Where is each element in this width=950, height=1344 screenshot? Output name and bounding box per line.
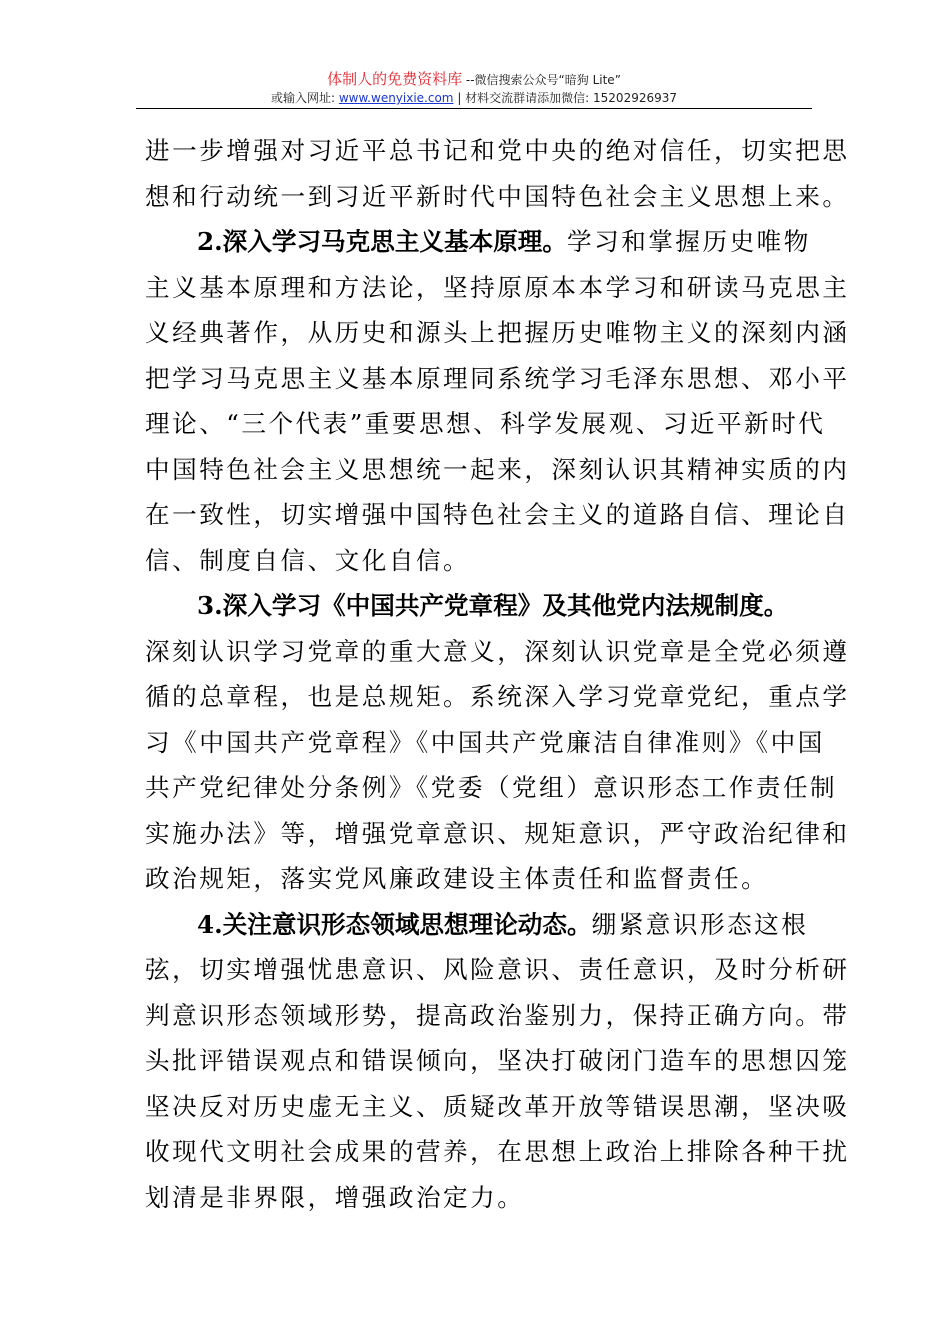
- text-line: 循的总章程，也是总规矩。系统深入学习党章党纪，重点学: [145, 682, 850, 711]
- text-line: 政治规矩，落实党风廉政建设主体责任和监督责任。: [145, 864, 769, 893]
- header-slogan: --微信搜索公众号“暗狗 Lite”: [462, 73, 621, 87]
- paragraph-section-2: [145, 219, 850, 583]
- text-line: 习《中国共产党章程》《中国共产党廉洁自律准则》《中国: [145, 727, 825, 757]
- text-line: 进一步增强对习近平总书记和党中央的绝对信任，切实把思: [145, 136, 850, 165]
- paragraph-section-3: [145, 583, 850, 902]
- text-line: 判意识形态领域形势，提高政治鉴别力，保持正确方向。带: [145, 1000, 850, 1030]
- header-brand: 体制人的免费资料库: [327, 70, 463, 88]
- text-line: 实施办法》等，增强党章意识、规矩意识，严守政治纪律和: [145, 818, 850, 848]
- header-contact: [136, 90, 812, 107]
- header-website-link[interactable]: www.wenyixie.com: [338, 91, 454, 105]
- text-line: 划清是非界限，增强政治定力。: [145, 1182, 525, 1212]
- section-heading: 2.深入学习马克思主义基本原理。: [197, 227, 567, 256]
- text-line: 坚决反对历史虚无主义、质疑改革开放等错误思潮，坚决吸: [145, 1091, 850, 1121]
- paragraph-section-4: [145, 902, 850, 1221]
- section-first-line: [145, 902, 807, 948]
- section-first-line: [145, 219, 811, 265]
- header-divider: [136, 108, 812, 109]
- section-lead-text: 绷紧意识形态这根: [591, 909, 809, 939]
- header-banner: [136, 70, 812, 90]
- section-heading: 4.关注意识形态领域思想理论动态。: [197, 909, 592, 939]
- text-line: 中国特色社会主义思想统一起来，深刻认识其精神实质的内: [145, 454, 850, 484]
- text-line: 想和行动统一到习近平新时代中国特色社会主义思想上来。: [145, 181, 850, 211]
- paragraph-continuation: [145, 128, 850, 219]
- section-lead-text: 学习和掌握历史唯物: [567, 227, 811, 256]
- text-line: 信、制度自信、文化自信。: [145, 545, 471, 575]
- text-line: 理论、“三个代表”重要思想、科学发展观、习近平新时代: [145, 409, 826, 438]
- header-wechat-info: | 材料交流群请添加微信: 15202926937: [453, 91, 678, 105]
- text-line: 主义基本原理和方法论，坚持原原本本学习和研读马克思主: [145, 272, 850, 302]
- page-header: [136, 70, 812, 107]
- text-line: 弦，切实增强忧患意识、风险意识、责任意识，及时分析研: [145, 955, 850, 984]
- text-line: 在一致性，切实增强中国特色社会主义的道路自信、理论自: [145, 500, 850, 529]
- header-url-label: 或输入网址:: [270, 91, 339, 105]
- document-body: [145, 128, 850, 1220]
- text-line: 收现代文明社会成果的营养，在思想上政治上排除各种干扰: [145, 1137, 850, 1166]
- text-line: 深刻认识学习党章的重大意义，深刻认识党章是全党必须遵: [145, 636, 850, 666]
- text-line: 义经典著作，从历史和源头上把握历史唯物主义的深刻内涵: [145, 318, 850, 347]
- text-line: 头批评错误观点和错误倾向，坚决打破闭门造车的思想囚笼: [145, 1046, 850, 1075]
- section-first-line: [145, 583, 807, 629]
- section-heading: 3.深入学习《中国共产党章程》及其他党内法规制度。: [197, 591, 789, 620]
- text-line: 把学习马克思主义基本原理同系统学习毛泽东思想、邓小平: [145, 363, 850, 393]
- text-line: 共产党纪律处分条例》《党委（党组）意识形态工作责任制: [145, 773, 838, 802]
